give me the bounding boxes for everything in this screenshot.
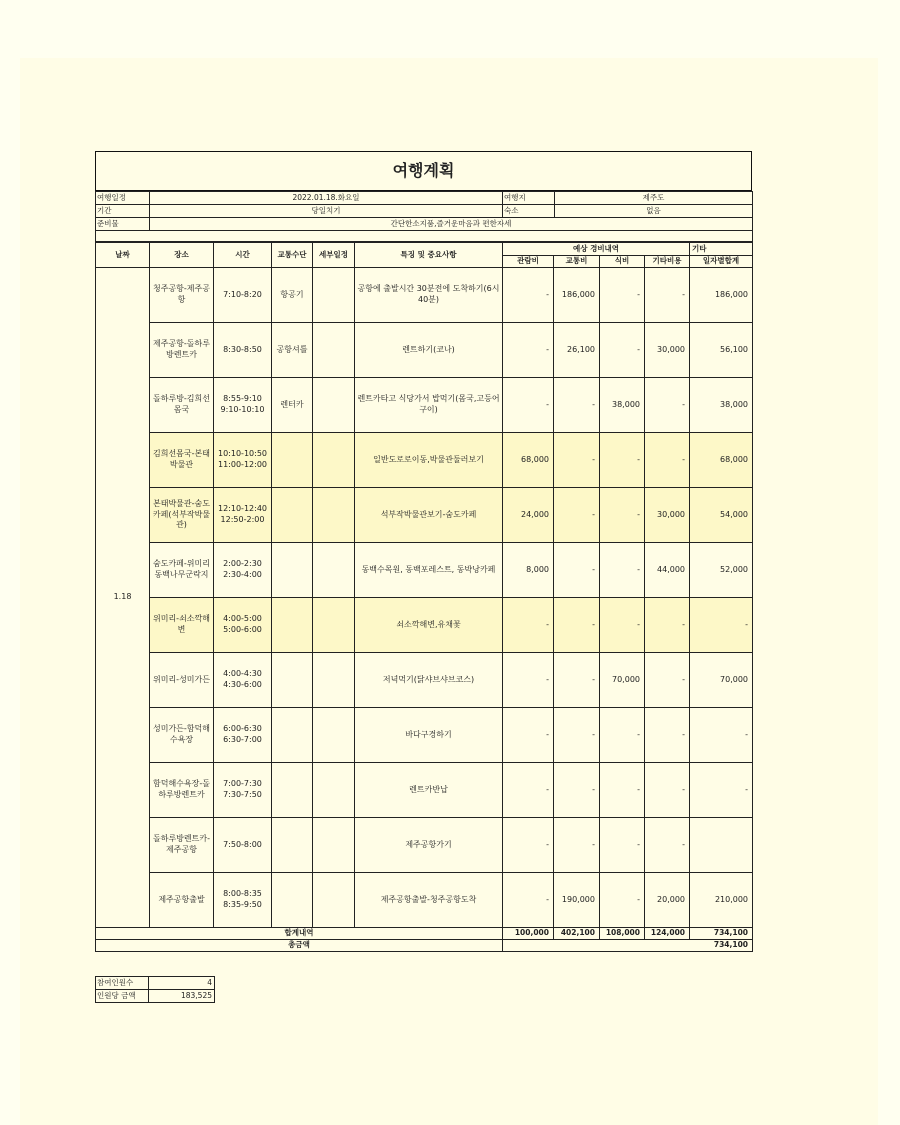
header-admission: 관람비: [503, 256, 554, 268]
row-detail: [313, 543, 355, 598]
per-person-value: 183,525: [149, 990, 215, 1003]
row-food: -: [600, 323, 645, 378]
row-transport-cost: 186,000: [554, 268, 600, 323]
schedule-table: [95, 242, 753, 952]
row-transport-cost: -: [554, 433, 600, 488]
row-daily-total: -: [690, 763, 753, 818]
period-value: 당일치기: [150, 205, 503, 218]
header-transport-cost: 교통비: [554, 256, 600, 268]
table-row: [96, 873, 753, 928]
row-detail: [313, 323, 355, 378]
row-place: 위미리-성미가든: [150, 653, 214, 708]
period-label: 기간: [96, 205, 150, 218]
row-other-cost: -: [645, 653, 690, 708]
row-detail: [313, 268, 355, 323]
header-daily-total: 일자별합계: [690, 256, 753, 268]
header-detail: 세부일정: [313, 243, 355, 268]
row-admission: -: [503, 598, 554, 653]
destination-value: 제주도: [555, 192, 753, 205]
row-transport-cost: -: [554, 543, 600, 598]
row-other-cost: 44,000: [645, 543, 690, 598]
row-notes: 제주공항가기: [355, 818, 503, 873]
row-daily-total: 56,100: [690, 323, 753, 378]
row-place: 청주공항-제주공항: [150, 268, 214, 323]
row-daily-total: 38,000: [690, 378, 753, 433]
table-row: [96, 708, 753, 763]
row-time: 7:50-8:00: [214, 818, 272, 873]
grand-total: 734,100: [503, 940, 753, 952]
row-other-cost: -: [645, 763, 690, 818]
table-row: [96, 488, 753, 543]
sum-other: 124,000: [645, 928, 690, 940]
header-other-cost: 기타비용: [645, 256, 690, 268]
row-notes: 공항에 출발시간 30분전에 도착하기(6시40분): [355, 268, 503, 323]
row-time: 7:00-7:30 7:30-7:50: [214, 763, 272, 818]
row-food: -: [600, 818, 645, 873]
row-transport: 공항셔틀: [272, 323, 313, 378]
row-time: 8:00-8:35 8:35-9:50: [214, 873, 272, 928]
row-transport-cost: -: [554, 818, 600, 873]
row-transport: [272, 598, 313, 653]
table-row: [96, 268, 753, 323]
row-daily-total: 186,000: [690, 268, 753, 323]
row-daily-total: 68,000: [690, 433, 753, 488]
header-food: 식비: [600, 256, 645, 268]
row-daily-total: -: [690, 598, 753, 653]
row-transport: [272, 763, 313, 818]
row-food: -: [600, 488, 645, 543]
row-transport-cost: 190,000: [554, 873, 600, 928]
people-label: 참여인원수: [96, 977, 149, 990]
row-notes: 렌트카타고 식당가서 밥먹기(몸국,고등어구이): [355, 378, 503, 433]
row-detail: [313, 598, 355, 653]
row-place: 본태박물관-숨도카페(석부작박물관): [150, 488, 214, 543]
row-place: 함덕해수욕장-돌하루방렌트카: [150, 763, 214, 818]
table-row: [96, 323, 753, 378]
row-detail: [313, 653, 355, 708]
row-admission: 8,000: [503, 543, 554, 598]
row-detail: [313, 873, 355, 928]
table-row: [96, 763, 753, 818]
header-notes: 특징 및 중요사항: [355, 243, 503, 268]
row-transport: [272, 433, 313, 488]
row-other-cost: 20,000: [645, 873, 690, 928]
row-place: 성미가든-함덕해수욕장: [150, 708, 214, 763]
row-time: 4:00-5:00 5:00-6:00: [214, 598, 272, 653]
lodging-value: 없음: [555, 205, 753, 218]
row-transport-cost: -: [554, 598, 600, 653]
row-place: 김희선몸국-본태박물관: [150, 433, 214, 488]
row-detail: [313, 818, 355, 873]
row-other-cost: -: [645, 378, 690, 433]
row-other-cost: 30,000: [645, 323, 690, 378]
sum-admission: 100,000: [503, 928, 554, 940]
row-place: 숨도카페-위미리동백나무군락지: [150, 543, 214, 598]
row-admission: -: [503, 653, 554, 708]
row-food: -: [600, 433, 645, 488]
row-daily-total: [690, 818, 753, 873]
row-other-cost: -: [645, 598, 690, 653]
header-time: 시간: [214, 243, 272, 268]
spacer-row: [96, 231, 753, 242]
row-transport: [272, 708, 313, 763]
sum-total: 734,100: [690, 928, 753, 940]
row-time: 6:00-6:30 6:30-7:00: [214, 708, 272, 763]
date-cell: 1.18: [96, 268, 150, 928]
page-title: 여행계획: [96, 152, 752, 191]
row-time: 12:10-12:40 12:50-2:00: [214, 488, 272, 543]
row-time: 2:00-2:30 2:30-4:00: [214, 543, 272, 598]
row-transport-cost: -: [554, 653, 600, 708]
title-table: [95, 151, 752, 191]
row-admission: -: [503, 818, 554, 873]
row-transport-cost: 26,100: [554, 323, 600, 378]
row-admission: -: [503, 378, 554, 433]
row-notes: 렌트하기(코나): [355, 323, 503, 378]
row-place: 위미리-쇠소깍해변: [150, 598, 214, 653]
row-food: 70,000: [600, 653, 645, 708]
header-other-group: 기타: [690, 243, 753, 256]
row-transport: [272, 653, 313, 708]
people-value: 4: [149, 977, 215, 990]
row-time: 10:10-10:50 11:00-12:00: [214, 433, 272, 488]
row-food: -: [600, 708, 645, 763]
row-other-cost: -: [645, 433, 690, 488]
row-notes: 제주공항출발-청주공항도착: [355, 873, 503, 928]
row-detail: [313, 433, 355, 488]
row-admission: -: [503, 323, 554, 378]
row-admission: -: [503, 873, 554, 928]
sum-transport: 402,100: [554, 928, 600, 940]
per-person-label: 인원당 금액: [96, 990, 149, 1003]
row-time: 7:10-8:20: [214, 268, 272, 323]
row-admission: 24,000: [503, 488, 554, 543]
row-notes: 석부작박물관보기-숨도카페: [355, 488, 503, 543]
table-row: [96, 543, 753, 598]
sum-label: 합계내역: [96, 928, 503, 940]
row-time: 8:30-8:50: [214, 323, 272, 378]
row-notes: 렌트카반납: [355, 763, 503, 818]
prep-label: 준비물: [96, 218, 150, 231]
row-transport: 렌터카: [272, 378, 313, 433]
schedule-rows: [96, 268, 753, 928]
row-transport-cost: -: [554, 488, 600, 543]
header-transport: 교통수단: [272, 243, 313, 268]
row-food: 38,000: [600, 378, 645, 433]
row-transport-cost: -: [554, 708, 600, 763]
header-place: 장소: [150, 243, 214, 268]
row-place: 돌하루방렌트카-제주공항: [150, 818, 214, 873]
row-notes: 동백수목원, 동백포레스트, 동박낭카페: [355, 543, 503, 598]
row-daily-total: 70,000: [690, 653, 753, 708]
row-time: 4:00-4:30 4:30-6:00: [214, 653, 272, 708]
summary-box: [95, 976, 215, 1003]
row-daily-total: 52,000: [690, 543, 753, 598]
row-place: 제주공항출발: [150, 873, 214, 928]
row-detail: [313, 708, 355, 763]
table-row: [96, 378, 753, 433]
row-other-cost: -: [645, 818, 690, 873]
row-admission: -: [503, 268, 554, 323]
row-food: -: [600, 598, 645, 653]
row-transport: [272, 543, 313, 598]
row-time: 8:55-9:10 9:10-10:10: [214, 378, 272, 433]
row-daily-total: 54,000: [690, 488, 753, 543]
trip-date-value: 2022.01.18.화요일: [150, 192, 503, 205]
row-admission: 68,000: [503, 433, 554, 488]
row-food: -: [600, 873, 645, 928]
row-notes: 쇠소깍해변,유채꽃: [355, 598, 503, 653]
row-detail: [313, 488, 355, 543]
table-row: [96, 598, 753, 653]
row-transport-cost: -: [554, 763, 600, 818]
row-detail: [313, 763, 355, 818]
row-transport: 항공기: [272, 268, 313, 323]
row-admission: -: [503, 763, 554, 818]
row-notes: 저녁먹기(닭샤브샤브코스): [355, 653, 503, 708]
row-other-cost: 30,000: [645, 488, 690, 543]
row-daily-total: -: [690, 708, 753, 763]
row-food: -: [600, 268, 645, 323]
destination-label: 여행지: [503, 192, 555, 205]
row-place: 제주공항-돌하루방렌트카: [150, 323, 214, 378]
row-other-cost: -: [645, 708, 690, 763]
row-notes: 바다구경하기: [355, 708, 503, 763]
header-date: 날짜: [96, 243, 150, 268]
row-admission: -: [503, 708, 554, 763]
info-table: [95, 191, 753, 242]
header-expense-group: 예상 경비내역: [503, 243, 690, 256]
grand-label: 총금액: [96, 940, 503, 952]
row-transport: [272, 488, 313, 543]
summary-table: [95, 976, 215, 1003]
row-place: 돌하루방-김희선몸국: [150, 378, 214, 433]
row-transport: [272, 818, 313, 873]
table-row: [96, 653, 753, 708]
row-other-cost: -: [645, 268, 690, 323]
row-transport: [272, 873, 313, 928]
row-daily-total: 210,000: [690, 873, 753, 928]
table-row: [96, 818, 753, 873]
row-transport-cost: -: [554, 378, 600, 433]
lodging-label: 숙소: [503, 205, 555, 218]
row-notes: 일반도로로이동,박물관둘러보기: [355, 433, 503, 488]
row-food: -: [600, 763, 645, 818]
row-detail: [313, 378, 355, 433]
sum-food: 108,000: [600, 928, 645, 940]
row-food: -: [600, 543, 645, 598]
travel-plan-sheet: [95, 151, 752, 952]
trip-date-label: 여행일정: [96, 192, 150, 205]
prep-value: 간단한소지품,즐거운마음과 편한자세: [150, 218, 753, 231]
table-row: [96, 433, 753, 488]
